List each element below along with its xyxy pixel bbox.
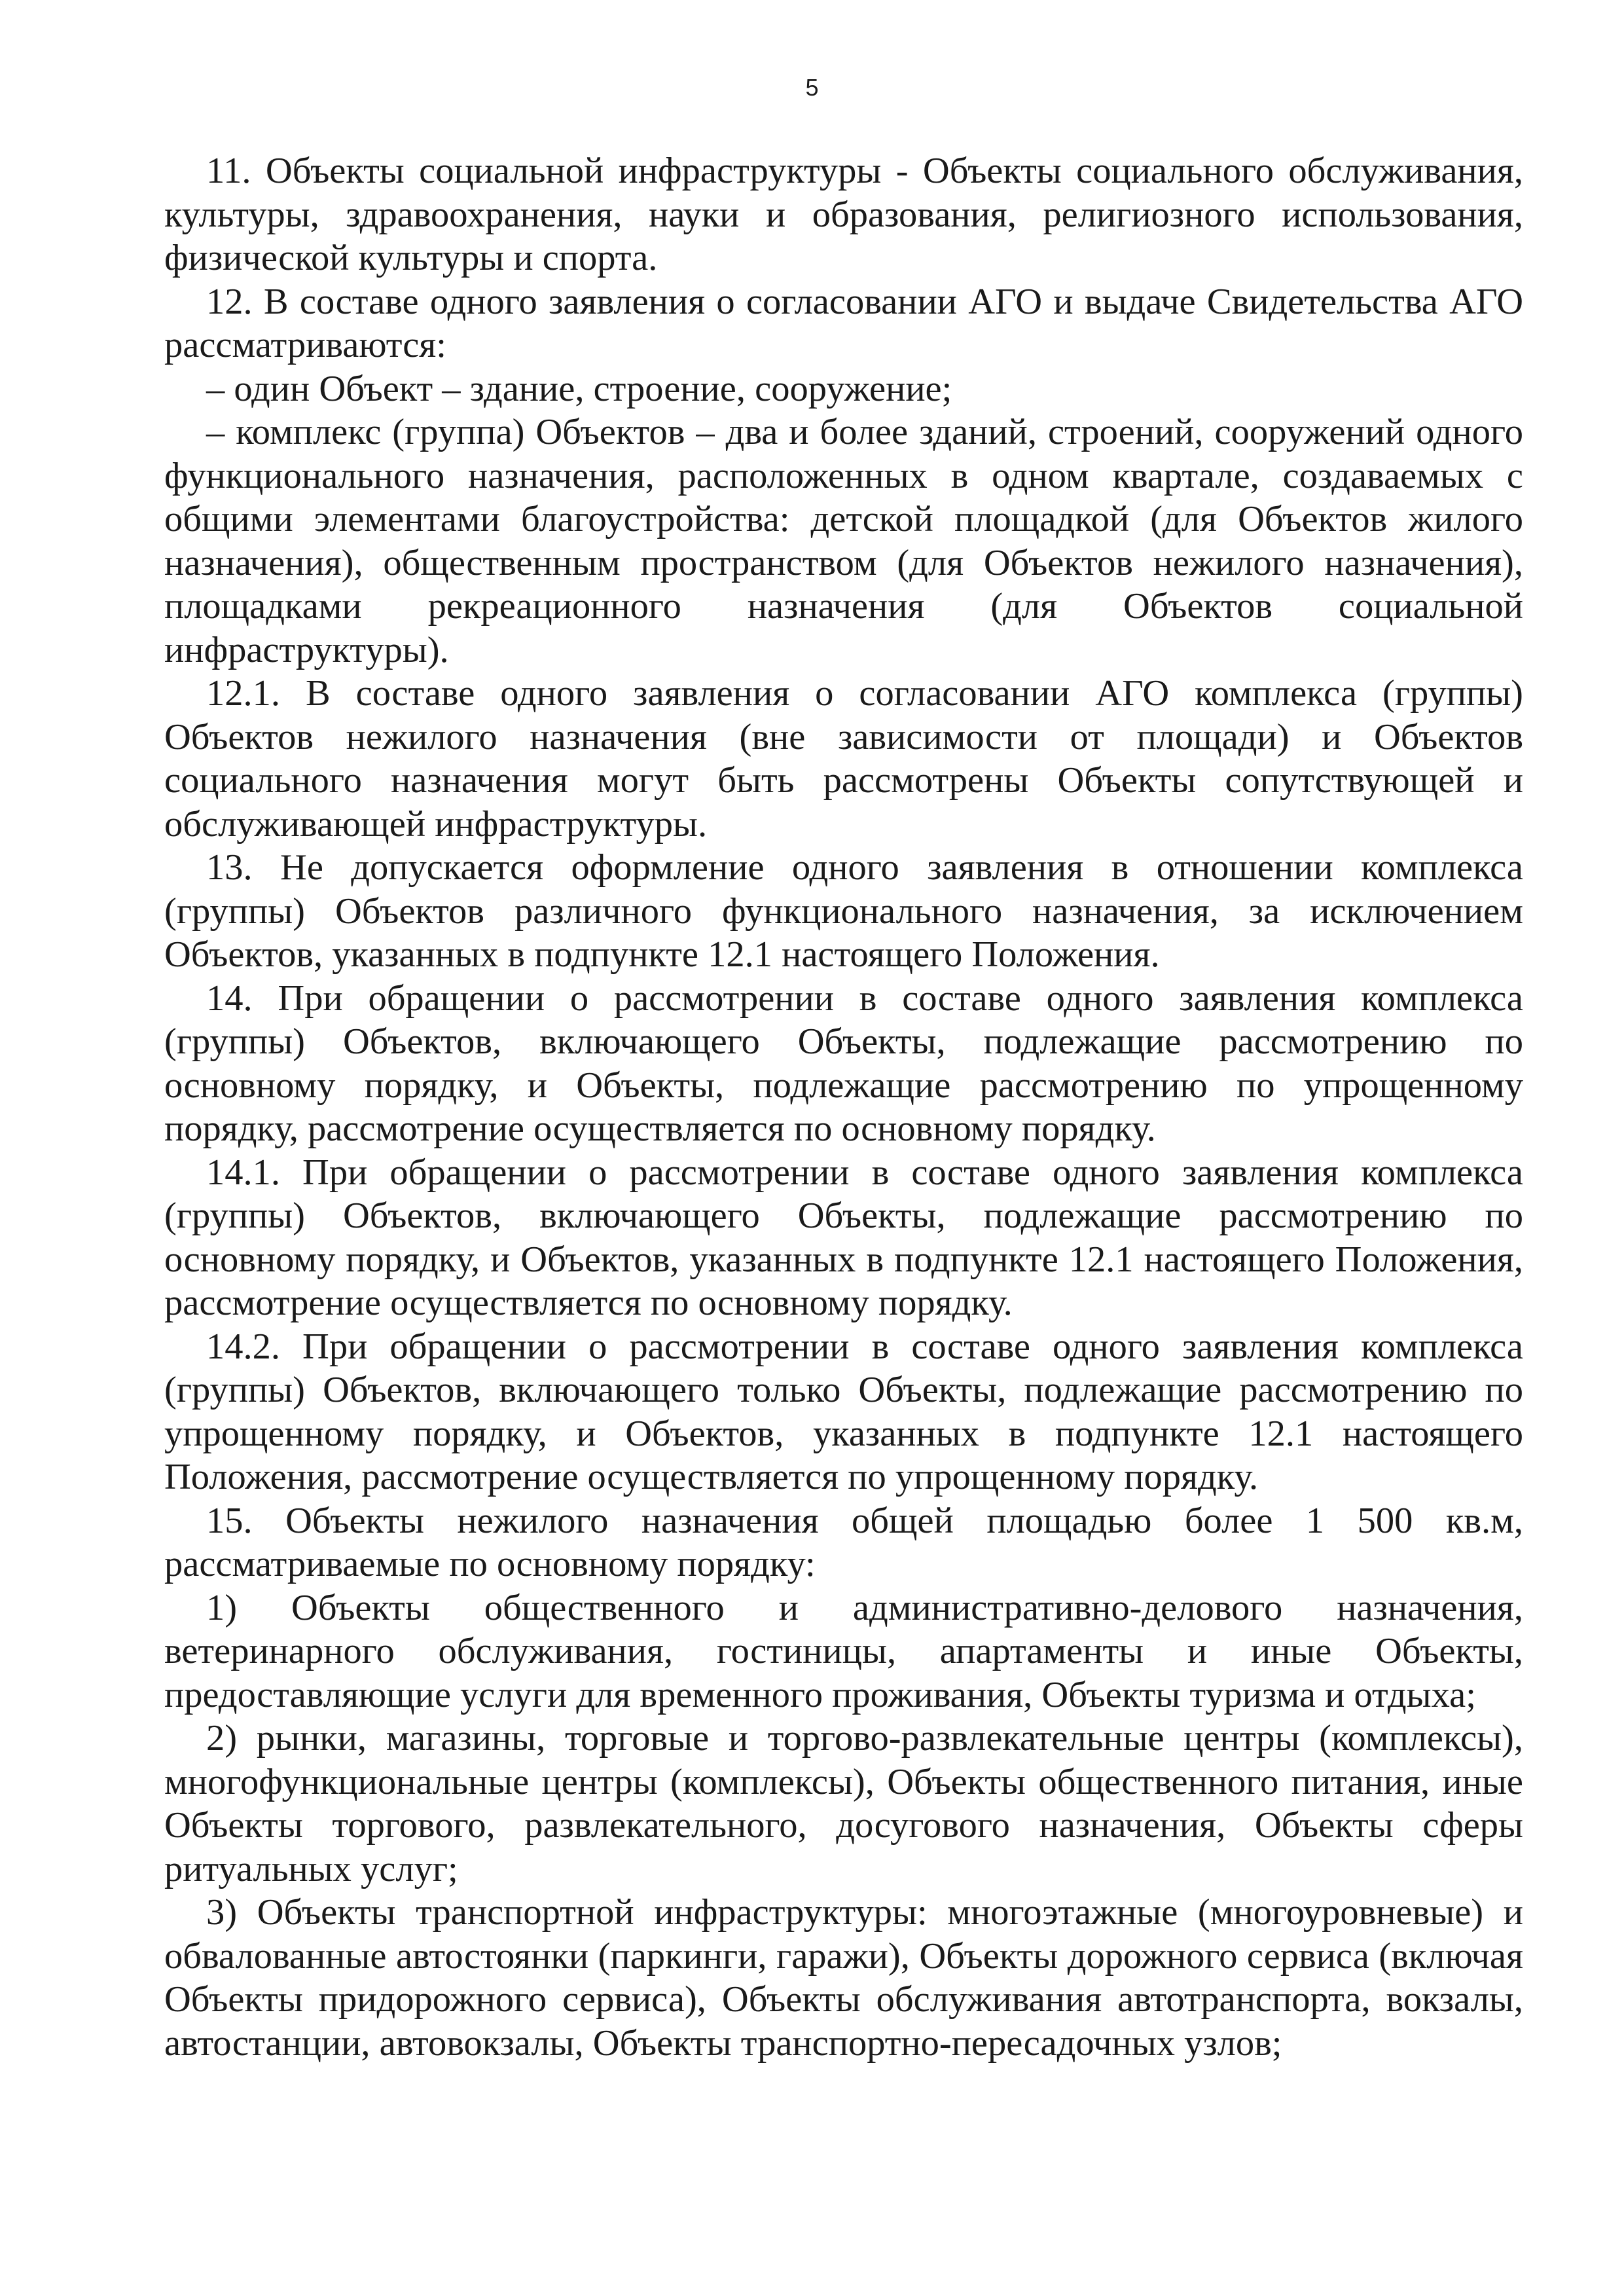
paragraph-13: 13. Не допускается оформление одного заявления в отношении комплекса (группы) Объектов различного функционального назначения, за исключением Объектов, указанных в подпункте 12.1 настоящего Положения.	[164, 847, 1523, 975]
paragraph-15-item-2: 2) рынки, магазины, торговые и торгово-развлекательные центры (комплексы), многофункциональные центры (комплексы), Объекты общественного питания, иные Объекты торгового, развлекательного, досугового назначения, Объекты сферы ритуальных услуг;	[164, 1718, 1523, 1889]
document-body	[164, 149, 1523, 2065]
paragraph-15: 15. Объекты нежилого назначения общей площадью более 1 500 кв.м, рассматриваемые по основному порядку:	[164, 1500, 1523, 1584]
paragraph-12-item-complex: – комплекс (группа) Объектов – два и более зданий, строений, сооружений одного функционального назначения, расположенных в одном квартале, создаваемых с общими элементами благоустройства: детской площадкой (для Объектов жилого назначения), общественным пространством (для Объектов нежилого назначения), площадками рекреационного назначения (для Объектов социальной инфраструктуры).	[164, 412, 1523, 670]
paragraph-14: 14. При обращении о рассмотрении в составе одного заявления комплекса (группы) Объектов, включающего Объекты, подлежащие рассмотрению по основному порядку, и Объекты, подлежащие рассмотрению по упрощенному порядку, рассмотрение осуществляется по основному порядку.	[164, 977, 1523, 1149]
paragraph-15-item-3: 3) Объекты транспортной инфраструктуры: многоэтажные (многоуровневые) и обвалованные автостоянки (паркинги, гаражи), Объекты дорожного сервиса (включая Объекты придорожного сервиса), Объекты обслуживания автотранспорта, вокзалы, автостанции, автовокзалы, Объекты транспортно-пересадочных узлов;	[164, 1892, 1523, 2064]
paragraph-12-1: 12.1. В составе одного заявления о согласовании АГО комплекса (группы) Объектов нежилого назначения (вне зависимости от площади) и Объектов социального назначения могут быть рассмотрены Объекты сопутствующей и обслуживающей инфраструктуры.	[164, 673, 1523, 845]
paragraph-14-2: 14.2. При обращении о рассмотрении в составе одного заявления комплекса (группы) Объектов, включающего только Объекты, подлежащие рассмотрению по упрощенному порядку, и Объектов, указанных в подпункте 12.1 настоящего Положения, рассмотрение осуществляется по упрощенному порядку.	[164, 1326, 1523, 1497]
page-number: 5	[805, 74, 819, 101]
paragraph-12-item-single-object: – один Объект – здание, строение, сооружение;	[206, 368, 952, 409]
paragraph-14-1: 14.1. При обращении о рассмотрении в составе одного заявления комплекса (группы) Объектов, включающего Объекты, подлежащие рассмотрению по основному порядку, и Объектов, указанных в подпункте 12.1 настоящего Положения, рассмотрение осуществляется по основному порядку.	[164, 1152, 1523, 1323]
paragraph-11: 11. Объекты социальной инфраструктуры - Объекты социального обслуживания, культуры, здравоохранения, науки и образования, религиозного использования, физической культуры и спорта.	[164, 151, 1523, 278]
paragraph-12: 12. В составе одного заявления о согласовании АГО и выдаче Свидетельства АГО рассматриваются:	[164, 281, 1523, 365]
paragraph-15-item-1: 1) Объекты общественного и административно-делового назначения, ветеринарного обслуживания, гостиницы, апартаменты и иные Объекты, предоставляющие услуги для временного проживания, Объекты туризма и отдыха;	[164, 1587, 1523, 1715]
